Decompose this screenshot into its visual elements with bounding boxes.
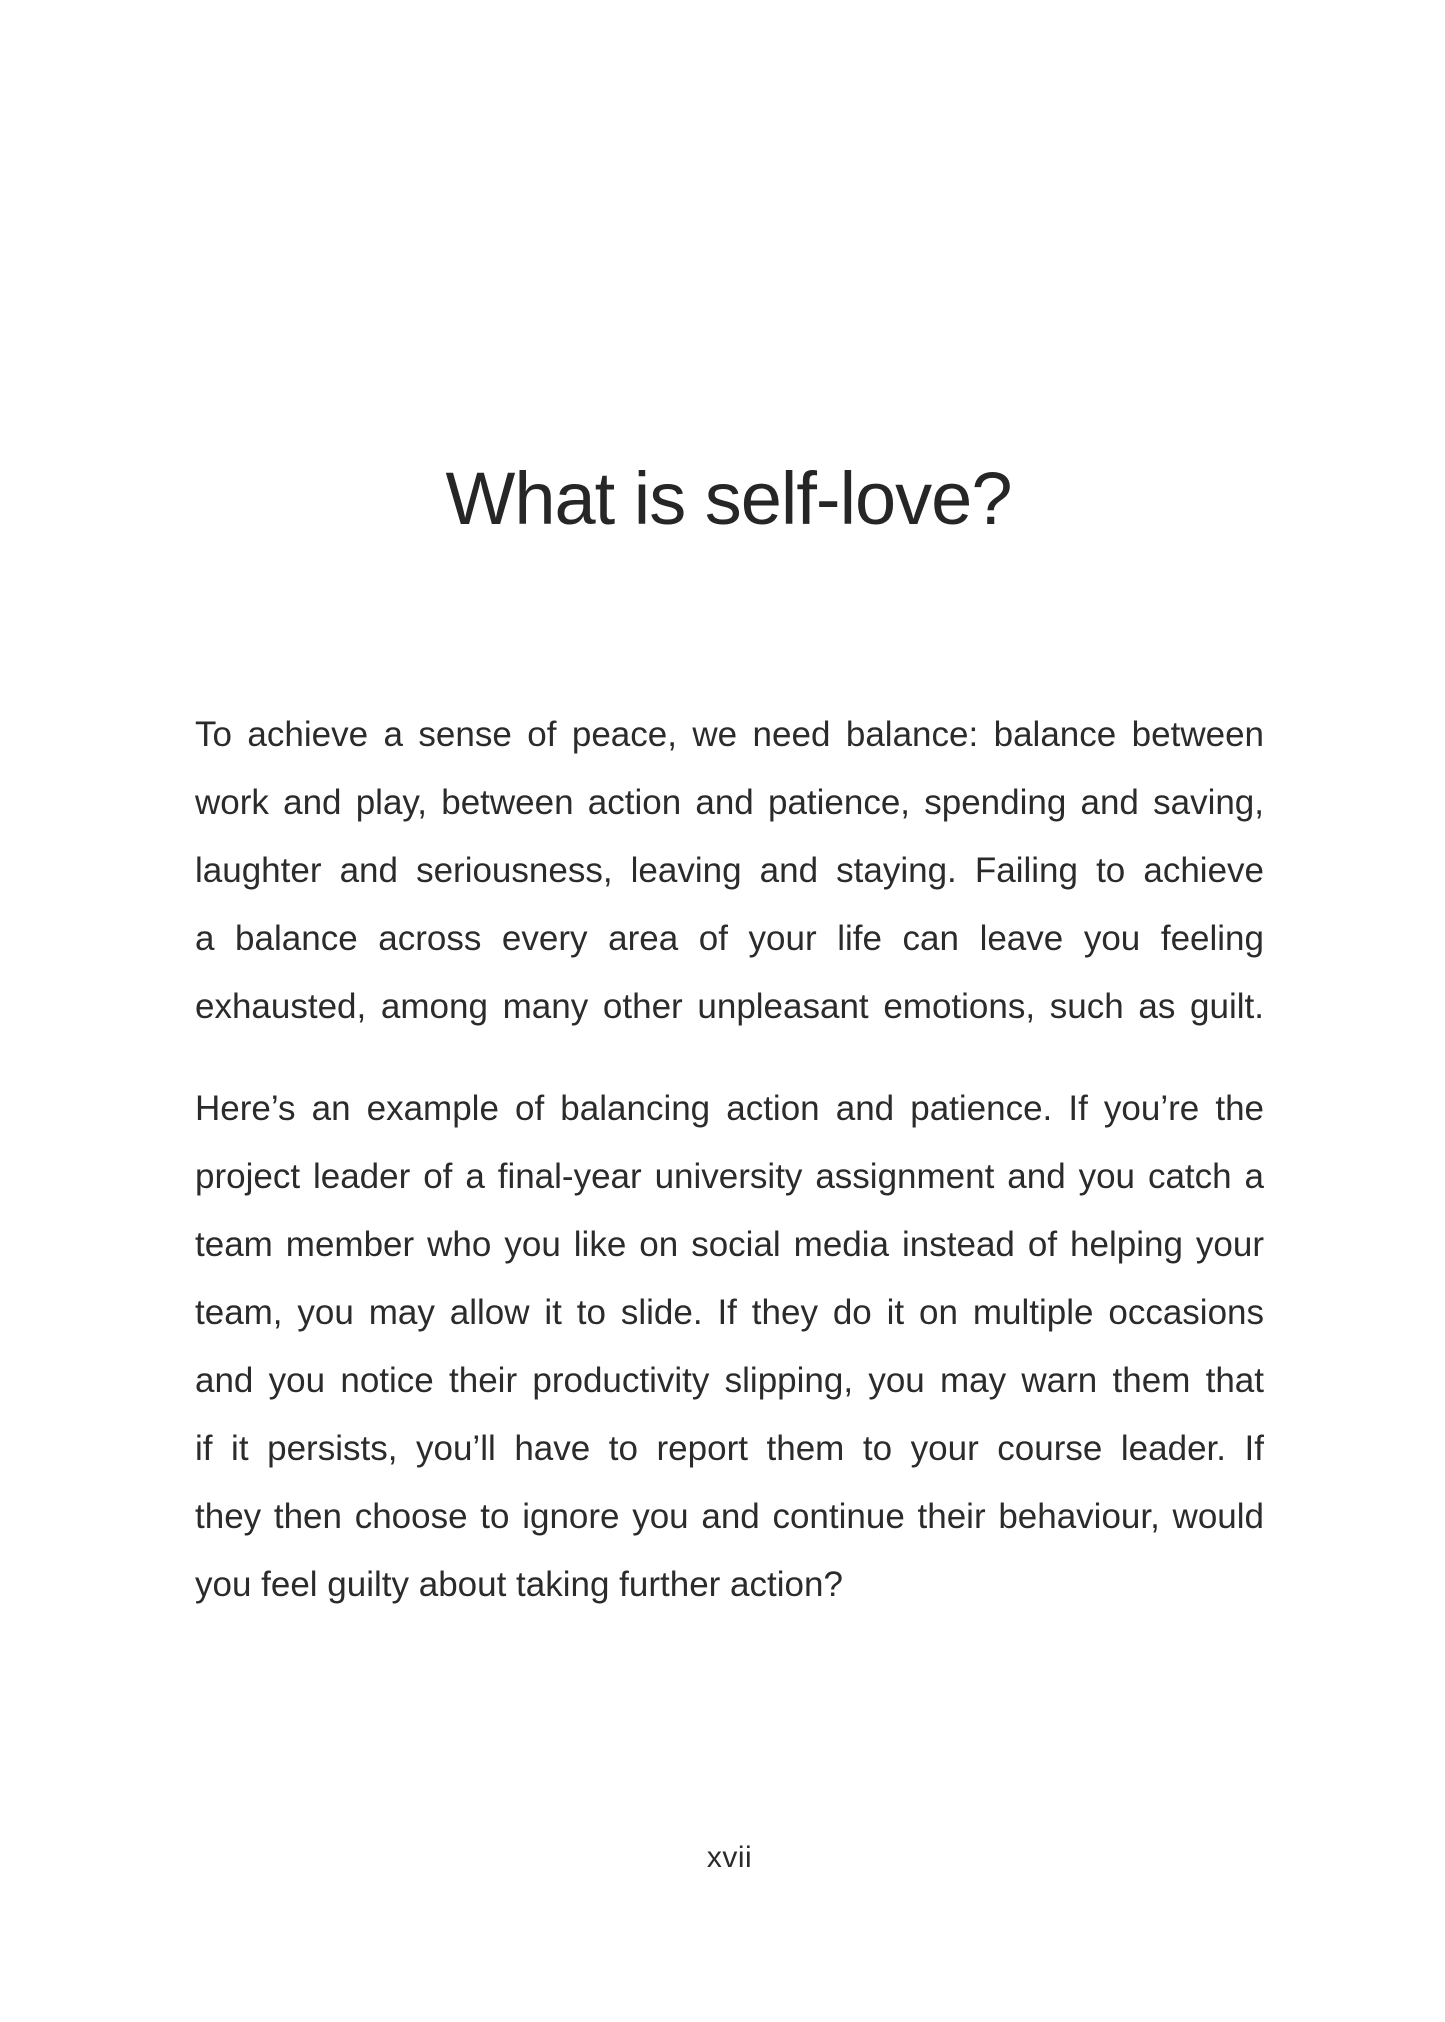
text-line: laughter and seriousness, leaving and staying. Failing to achieve [195,851,1264,890]
paragraph-2 [195,1075,1264,1619]
chapter-title: What is self-love? [445,457,1012,540]
text-line: they then choose to ignore you and continue their behaviour, would [195,1497,1264,1536]
page-number: xvii [706,1841,753,1874]
text-line: you feel guilty about taking further action? [195,1565,843,1604]
text-line: a balance across every area of your life can leave you feeling [195,919,1264,958]
text-line: exhausted, among many other unpleasant emotions, such as guilt. [195,987,1264,1026]
text-line: and you notice their productivity slipping, you may warn them that [195,1361,1264,1400]
text-line: team member who you like on social media instead of helping your [195,1225,1264,1264]
text-line: if it persists, you’ll have to report them to your course leader. If [195,1429,1264,1468]
text-line: To achieve a sense of peace, we need balance: balance between [195,715,1264,754]
text-line: Here’s an example of balancing action and patience. If you’re the [195,1089,1264,1128]
body-text [195,701,1264,1619]
text-line: project leader of a final-year university assignment and you catch a [195,1157,1264,1196]
paragraph-1 [195,701,1264,1041]
text-line: team, you may allow it to slide. If they do it on multiple occasions [195,1293,1264,1332]
text-line: work and play, between action and patience, spending and saving, [195,783,1264,822]
